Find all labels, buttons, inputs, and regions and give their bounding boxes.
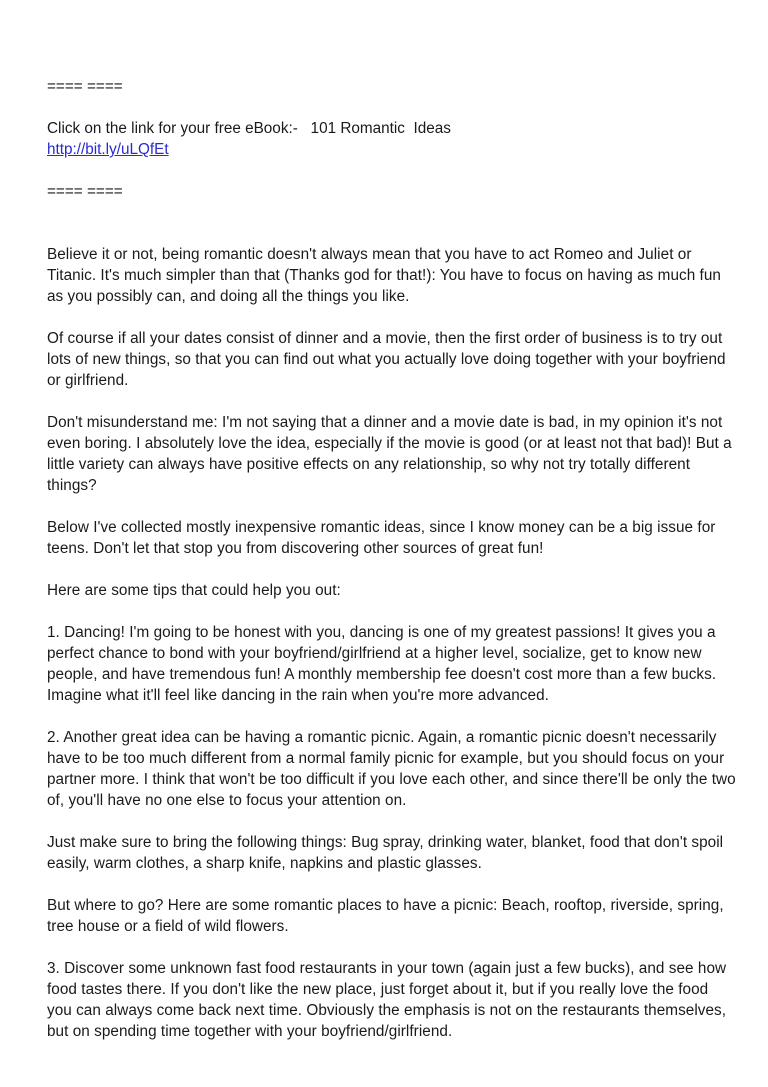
paragraph-tip-picnic: 2. Another great idea can be having a romantic picnic. Again, a romantic picnic doesn't necessarily have to be too much different from a normal family picnic for example, but you should focus on your partner more. I think that won't be too difficult if you love each other, and since there'll be only the two of, you'll have no one else to focus your attention on. xyxy=(47,729,736,809)
document-page xyxy=(47,76,737,1063)
spacer xyxy=(47,97,737,118)
paragraph-new-things: Of course if all your dates consist of dinner and a movie, then the first order of business is to try out lots of new things, so that you can find out what you actually love doing together with your boyfriend or girlfriend. xyxy=(47,330,726,389)
spacer xyxy=(47,160,737,181)
ebook-intro-text: Click on the link for your free eBook:- 101 Romantic Ideas xyxy=(47,120,451,137)
ebook-link[interactable]: http://bit.ly/uLQfEt xyxy=(47,141,169,158)
paragraph-tip-dancing: 1. Dancing! I'm going to be honest with you, dancing is one of my greatest passions! It gives you a perfect chance to bond with your boyfriend/girlfriend at a higher level, socialize, get to know new people, and have tremendous fun! A monthly membership fee doesn't cost more than a few bucks. Imagine what it'll feel like dancing in the rain when you're more advanced. xyxy=(47,624,717,704)
paragraph-picnic-places: But where to go? Here are some romantic places to have a picnic: Beach, rooftop, riverside, spring, tree house or a field of wild flowers. xyxy=(47,897,724,935)
spacer xyxy=(47,202,737,244)
paragraph-picnic-items: Just make sure to bring the following things: Bug spray, drinking water, blanket, food that don't spoil easily, warm clothes, a sharp knife, napkins and plastic glasses. xyxy=(47,834,724,872)
paragraph-inexpensive-ideas: Below I've collected mostly inexpensive romantic ideas, since I know money can be a big issue for teens. Don't let that stop you from discovering other sources of great fun! xyxy=(47,519,716,557)
divider-bottom: ==== ==== xyxy=(47,183,123,200)
divider-top: ==== ==== xyxy=(47,78,123,95)
paragraph-dinner-movie: Don't misunderstand me: I'm not saying that a dinner and a movie date is bad, in my opinion it's not even boring. I absolutely love the idea, especially if the movie is good (or at least not that bad)! But a little variety can always have positive effects on any relationship, so why not try totally different things? xyxy=(47,414,732,494)
paragraph-romantic-intro: Believe it or not, being romantic doesn't always mean that you have to act Romeo and Juliet or Titanic. It's much simpler than that (Thanks god for that!): You have to focus on having as much fun as you possibly can, and doing all the things you like. xyxy=(47,246,721,305)
paragraph-tip-restaurants: 3. Discover some unknown fast food restaurants in your town (again just a few bucks), and see how food tastes there. If you don't like the new place, just forget about it, but if you really love the food you can always come back next time. Obviously the emphasis is not on the restaurants themselves, but on spending time together with your boyfriend/girlfriend. xyxy=(47,960,727,1040)
paragraph-tips-heading: Here are some tips that could help you out: xyxy=(47,582,341,599)
